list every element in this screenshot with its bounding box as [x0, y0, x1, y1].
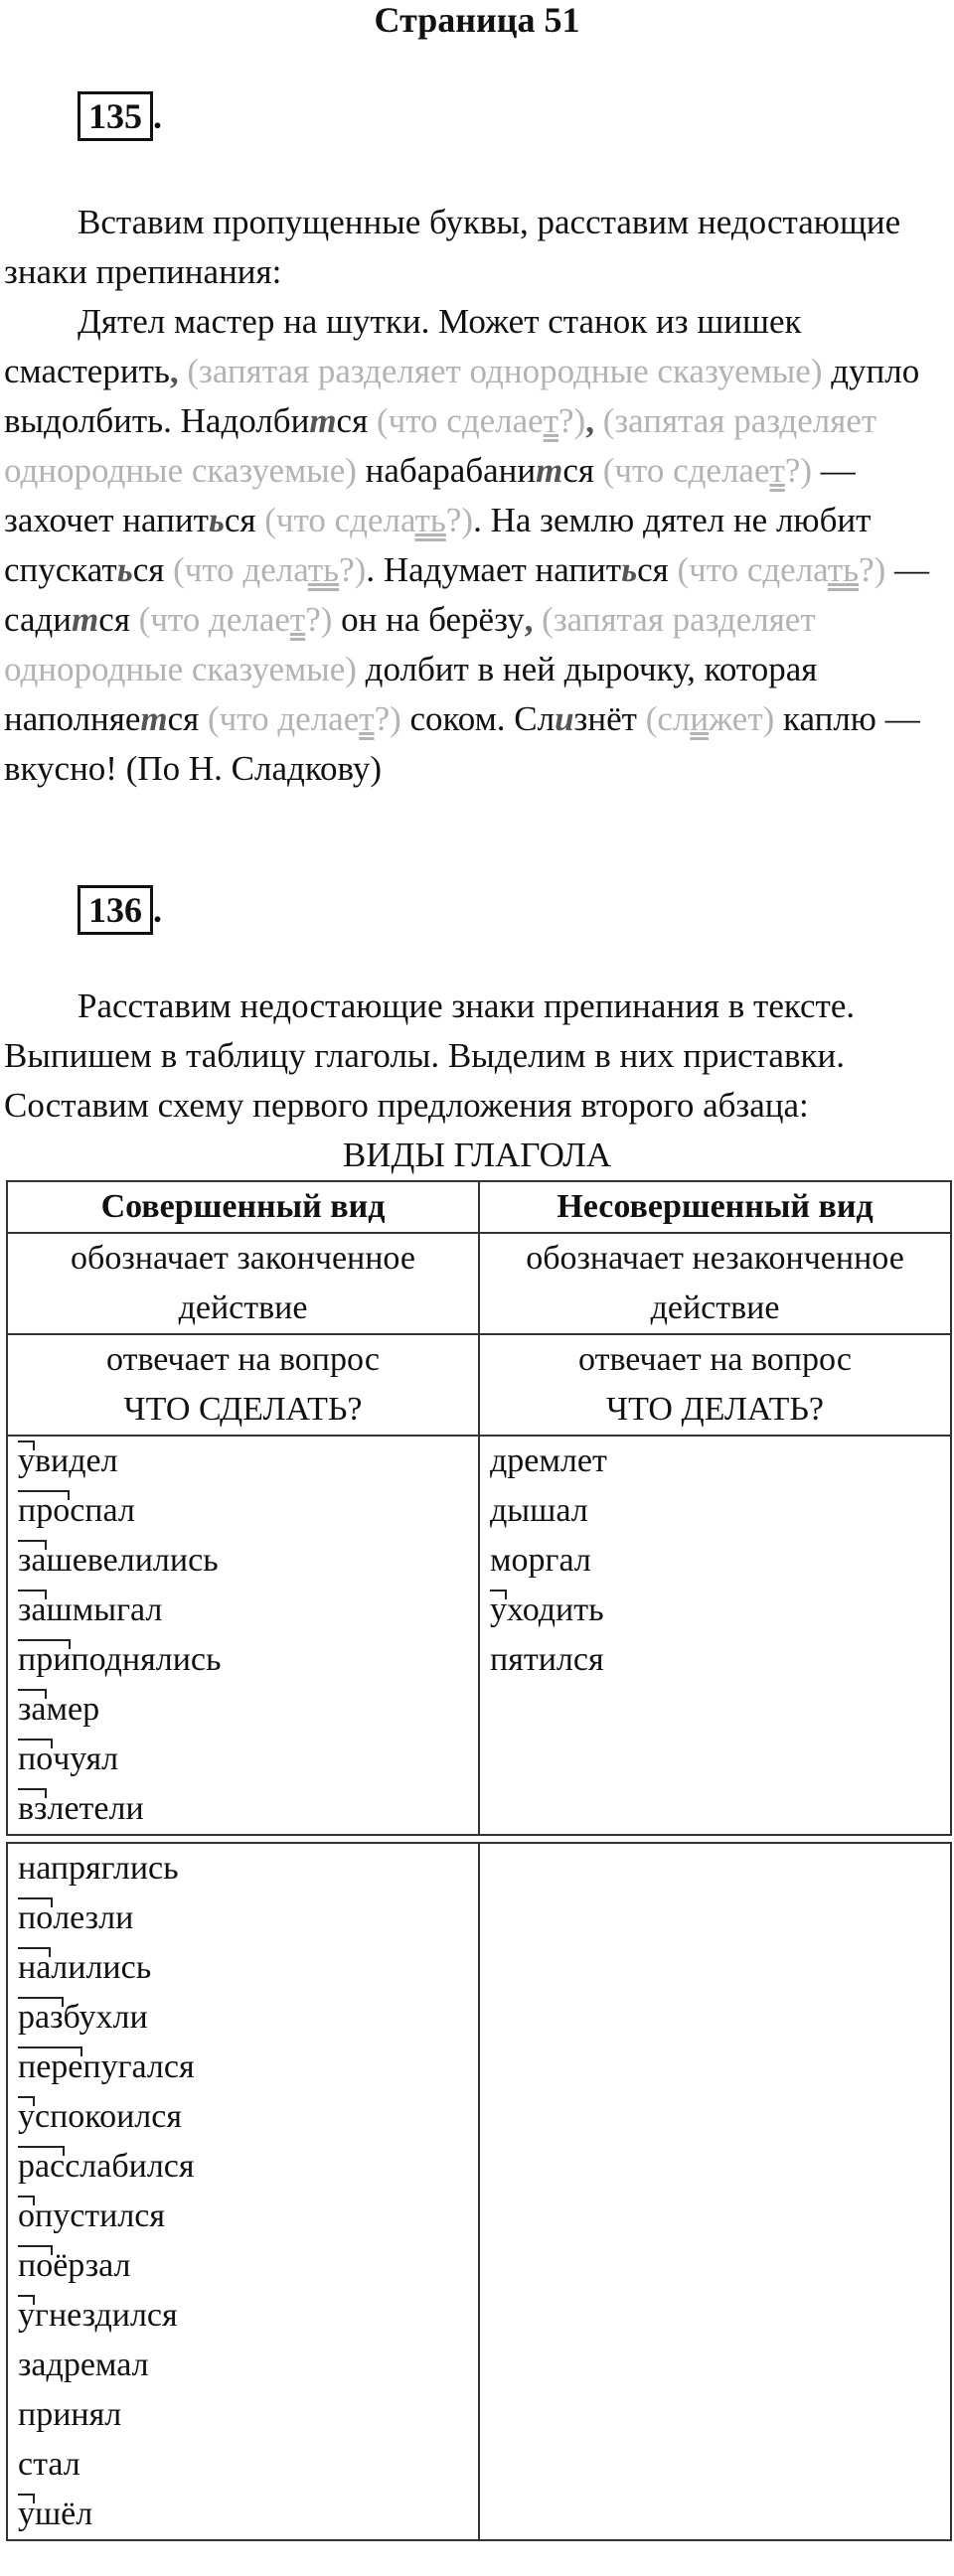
- verb-rest: поднялись: [71, 1641, 222, 1678]
- verb-item: [18, 1635, 468, 1685]
- hint-text: ?): [558, 401, 586, 440]
- verb-item: [18, 2390, 468, 2440]
- question-perfective-text: ЧТО СДЕЛАТЬ?: [123, 1391, 363, 1428]
- text-segment: Дятел мастер на шутки. Может станок из шишек смастерить: [4, 302, 802, 390]
- verb-rest: спокоился: [35, 2098, 182, 2135]
- highlighted-letter: ,: [585, 401, 594, 440]
- hint-text: ?): [859, 550, 886, 589]
- verb-rest: шевелились: [46, 1542, 219, 1579]
- verb-item: [18, 2440, 468, 2490]
- verb-item: [18, 1993, 468, 2043]
- hint-text: (запятая разделяет однородные сказуемые): [4, 600, 816, 688]
- text-segment: . Надумает напит: [366, 550, 622, 589]
- highlighted-letter: ,: [524, 600, 534, 639]
- hint-text: (запятая разделяет однородные сказуемые): [4, 401, 877, 490]
- prefix-mark: на: [18, 1943, 51, 1993]
- meaning-imperfective: обозначает незаконченное действие: [479, 1233, 951, 1334]
- hint-text: (запятая разделяет однородные сказуемые): [187, 352, 823, 390]
- highlighted-letter: т: [72, 600, 99, 639]
- verb-item: [18, 2341, 468, 2390]
- text-segment: ся: [224, 501, 265, 539]
- question-perfective: [7, 1334, 479, 1436]
- verb-rest: чуял: [53, 1741, 119, 1777]
- verb-item: [18, 2291, 468, 2341]
- text-segment: ся: [132, 550, 174, 589]
- text-segment: [594, 401, 603, 440]
- text-segment: ся: [336, 401, 377, 440]
- verb-rest: пятился: [490, 1641, 604, 1678]
- highlighted-letter: ь: [621, 550, 638, 589]
- hint-text: и: [690, 699, 710, 738]
- verb-item: [18, 1486, 468, 1536]
- verb-item: [18, 1894, 468, 1943]
- hint-text: ?): [445, 501, 474, 539]
- prefix-mark: за: [18, 1685, 47, 1735]
- verb-rest: шмыгал: [46, 1591, 163, 1628]
- hint-text: ?): [305, 600, 333, 639]
- hint-text: (что сделае: [602, 451, 770, 490]
- prefix-mark: за: [18, 1586, 47, 1635]
- verb-rest: спал: [70, 1492, 135, 1529]
- block2-perfective-cell: [7, 1843, 479, 2540]
- verb-item: [18, 1844, 468, 1894]
- prefix-mark: у: [490, 1586, 507, 1635]
- prefix-mark: у: [18, 2291, 35, 2341]
- question-imperfective-text: ЧТО ДЕЛАТЬ?: [606, 1391, 824, 1428]
- question-imperfective: [479, 1334, 951, 1436]
- verb-item: [18, 1536, 468, 1586]
- verb-item: [18, 2043, 468, 2092]
- verb-item: [18, 2192, 468, 2241]
- text-segment: [533, 600, 542, 639]
- hint-text: т: [543, 401, 558, 440]
- hint-text: т: [359, 699, 375, 738]
- block2-imperfective-cell: [479, 1843, 951, 2540]
- text-segment: ся: [98, 600, 139, 639]
- prefix-mark: вз: [18, 1784, 47, 1834]
- text-segment: набарабани: [356, 451, 537, 490]
- prefix-mark: по: [18, 1894, 53, 1943]
- text-segment: каплю — вкусно! (По Н. Сладкову): [4, 699, 920, 788]
- verb-rest: ходить: [507, 1591, 604, 1628]
- prefix-mark: за: [18, 1536, 47, 1586]
- hint-text: (сл: [645, 699, 691, 738]
- verb-item: [490, 1586, 940, 1635]
- verb-rest: мер: [46, 1691, 100, 1728]
- verb-item: [18, 2092, 468, 2142]
- question-prefix-perfective: отвечает на вопрос: [106, 1341, 380, 1378]
- table-row-meaning: [7, 1233, 951, 1334]
- verb-rest: дышал: [490, 1492, 588, 1529]
- text-segment: ся: [637, 550, 678, 589]
- hint-text: т: [769, 451, 785, 490]
- verb-item: [18, 1437, 468, 1486]
- prefix-mark: у: [18, 2490, 35, 2539]
- verb-rest: летели: [47, 1790, 144, 1827]
- prefix-mark: по: [18, 1735, 53, 1784]
- block1-imperfective-cell: [479, 1436, 951, 1835]
- task-135-intro: Вставим пропущенные буквы, расставим недостающие знаки препинания:: [4, 203, 901, 291]
- highlighted-letter: ь: [208, 501, 225, 539]
- verb-item: [18, 2490, 468, 2539]
- table-row-block1: [7, 1436, 951, 1835]
- verb-rest: ёрзал: [53, 2247, 131, 2284]
- verb-rest: стал: [18, 2446, 80, 2483]
- verb-item: [18, 2241, 468, 2291]
- highlighted-letter: т: [536, 451, 563, 490]
- text-segment: — сади: [4, 550, 930, 639]
- hint-text: т: [289, 600, 306, 639]
- verb-aspect-table-continued: [6, 1842, 952, 2541]
- hint-text: (что сдела: [264, 501, 415, 539]
- prefix-mark: о: [18, 2192, 35, 2241]
- hint-text: (что делае: [208, 699, 360, 738]
- hint-text: ?): [339, 550, 367, 589]
- question-prefix-imperfective: отвечает на вопрос: [578, 1341, 852, 1378]
- hint-text: ?): [374, 699, 401, 738]
- highlighted-letter: ь: [116, 550, 133, 589]
- verb-item: [18, 1685, 468, 1735]
- header-perfective: Совершенный вид: [7, 1181, 479, 1233]
- text-segment: долбит в ней дырочку, которая наполняе: [4, 650, 818, 738]
- verb-rest: слабился: [65, 2148, 195, 2185]
- header-imperfective: Несовершенный вид: [479, 1181, 951, 1233]
- prefix-mark: у: [18, 2092, 35, 2142]
- task-136-intro: Расставим недостающие знаки препинания в тексте. Выпишем в таблицу глаголы. Выделим в них приставки. Составим схему первого предложения второго абзаца:: [4, 986, 856, 1125]
- verb-rest: гнездился: [35, 2297, 178, 2334]
- text-segment: знёт: [573, 699, 646, 738]
- text-segment: . На землю дятел не любит спускат: [4, 501, 872, 589]
- verb-item: [490, 1635, 940, 1685]
- verb-rest: дремлет: [490, 1442, 607, 1479]
- highlighted-letter: т: [309, 401, 337, 440]
- hint-text: жет): [709, 699, 775, 738]
- hint-text: (что сделае: [376, 401, 544, 440]
- page-title: Страница 51: [374, 0, 580, 40]
- text-segment: — захочет напит: [4, 451, 856, 539]
- verb-item: [18, 1735, 468, 1784]
- task-number-136: 136 .: [78, 885, 162, 935]
- prefix-mark: пере: [18, 2043, 82, 2092]
- table-caption: ВИДЫ ГЛАГОЛА: [342, 1136, 612, 1174]
- hint-text: (что дела: [173, 550, 308, 589]
- prefix-mark: по: [18, 2241, 53, 2291]
- table-row-question: [7, 1334, 951, 1436]
- highlighted-letter: ,: [169, 352, 179, 390]
- block1-perfective-cell: [7, 1436, 479, 1835]
- meaning-perfective: обозначает законченное действие: [7, 1233, 479, 1334]
- table-header-row: [7, 1181, 951, 1233]
- hint-text: (что делае: [138, 600, 290, 639]
- verb-item: [18, 1943, 468, 1993]
- hint-text: ть: [307, 550, 340, 589]
- verb-rest: лезли: [53, 1899, 134, 1936]
- text-segment: дупло выдолбить. Надолби: [4, 352, 920, 440]
- text-segment: ся: [562, 451, 603, 490]
- verb-item: [490, 1486, 940, 1536]
- highlighted-letter: т: [140, 699, 168, 738]
- highlighted-letter: и: [555, 699, 574, 738]
- task-135-text: [4, 297, 950, 794]
- text-segment: ся: [167, 699, 209, 738]
- verb-item: [490, 1536, 940, 1586]
- verb-item: [490, 1437, 940, 1486]
- hint-text: ть: [414, 501, 446, 539]
- prefix-mark: раз: [18, 1993, 64, 2043]
- hint-text: ?): [784, 451, 813, 490]
- verb-item: [18, 1586, 468, 1635]
- verb-rest: шёл: [35, 2496, 93, 2532]
- verb-rest: видел: [35, 1442, 118, 1479]
- hint-text: ть: [827, 550, 860, 589]
- prefix-mark: рас: [18, 2142, 65, 2192]
- task-number-135: 135 .: [78, 91, 162, 141]
- text-segment: он на берёзу: [332, 600, 525, 639]
- verb-rest: лились: [51, 1949, 152, 1986]
- verb-item: [18, 1784, 468, 1834]
- verb-rest: моргал: [490, 1542, 591, 1579]
- verb-rest: бухли: [63, 1999, 148, 2036]
- text-segment: соком. Сл: [400, 699, 556, 738]
- verb-rest: пустился: [35, 2197, 166, 2234]
- hint-text: (что сдела: [677, 550, 828, 589]
- verb-rest: пугался: [82, 2048, 195, 2085]
- verb-rest: напряглись: [18, 1850, 179, 1887]
- prefix-mark: при: [18, 1635, 71, 1685]
- verb-aspect-table: [6, 1180, 952, 1836]
- prefix-mark: про: [18, 1486, 70, 1536]
- prefix-mark: у: [18, 1437, 35, 1486]
- verb-item: [18, 2142, 468, 2192]
- verb-rest: принял: [18, 2396, 122, 2433]
- table-row-block2: [7, 1843, 951, 2540]
- verb-rest: задремал: [18, 2347, 149, 2383]
